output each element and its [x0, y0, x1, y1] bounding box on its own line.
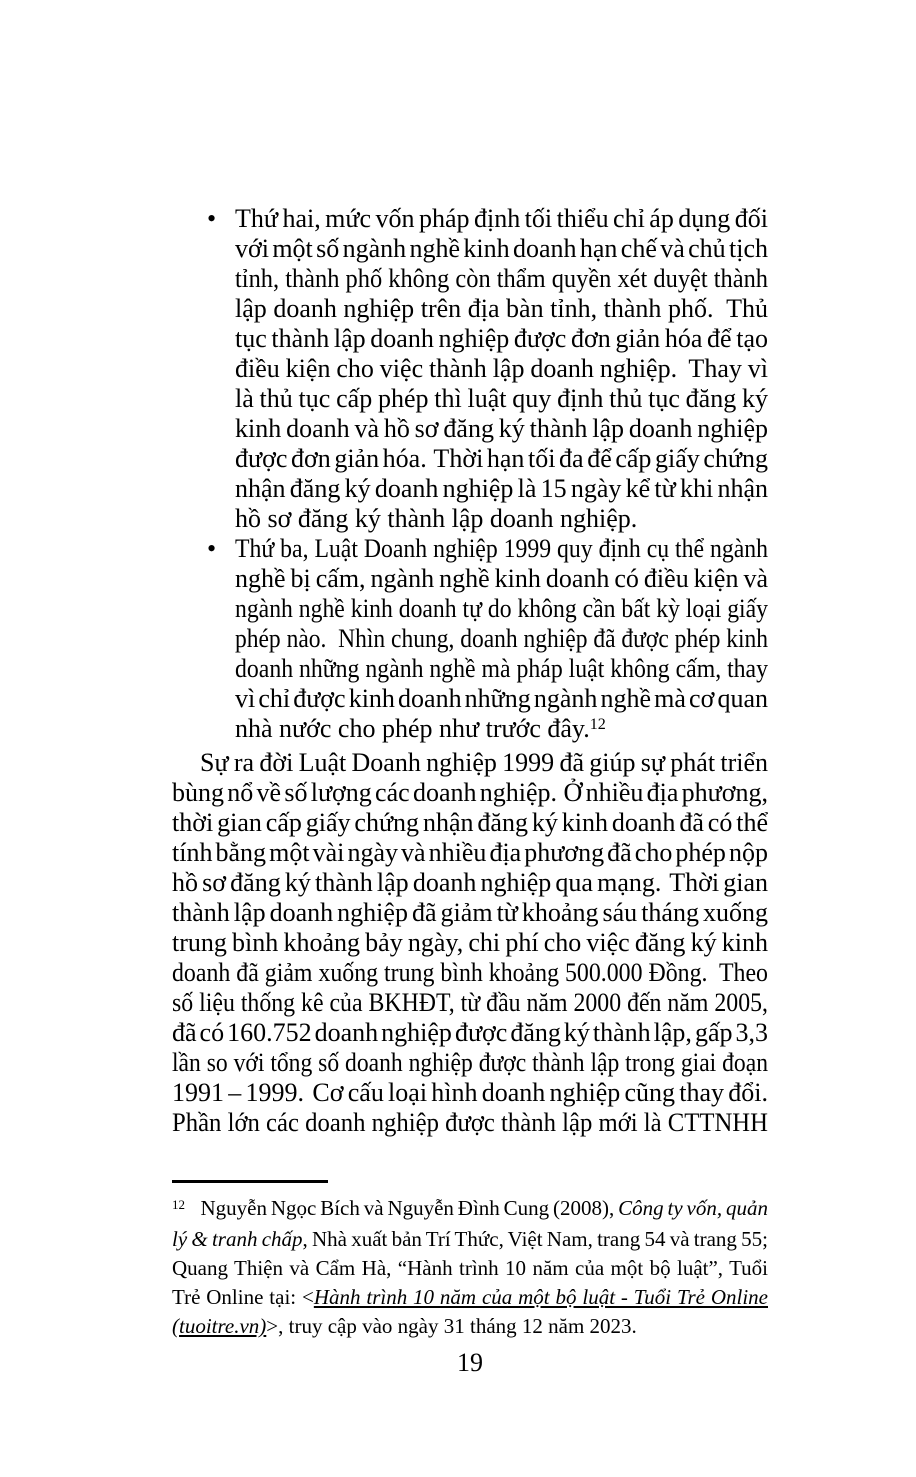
- text-line: [235, 714, 768, 748]
- text-segment: được đơn giản hóa. Thời hạn tối đa để cấp giấy chứng: [235, 444, 768, 473]
- footnote-ref: 12: [589, 715, 606, 733]
- text-segment: thời gian cấp giấy chứng nhận đăng ký kinh doanh đã có thể: [172, 808, 768, 837]
- bullet-icon: •: [207, 534, 217, 563]
- text-line: [235, 684, 768, 714]
- text-segment: là thủ tục cấp phép thì luật quy định thủ tục đăng ký: [235, 384, 768, 413]
- text-line: [235, 624, 768, 654]
- footnote-ref: 12: [172, 1196, 186, 1212]
- text-line: [235, 294, 768, 324]
- text-line-content: [235, 654, 768, 684]
- text-segment: doanh đã giảm xuống trung bình khoảng 500.000 Đồng. Theo: [172, 958, 768, 987]
- text-line-content: [235, 384, 768, 413]
- text-segment: hồ sơ đăng ký thành lập doanh nghiệp.: [235, 504, 638, 533]
- text-segment: với một số ngành nghề kinh doanh hạn chế và chủ tịch: [235, 234, 768, 263]
- text-line-content: [235, 624, 768, 654]
- text-segment: số liệu thống kê của BKHĐT, từ đầu năm 2000 đến năm 2005,: [172, 988, 768, 1017]
- text-line: [172, 1048, 768, 1078]
- text-line-content: [172, 1285, 768, 1309]
- text-line-content: [172, 1196, 768, 1220]
- text-segment: lập doanh nghiệp trên địa bàn tỉnh, thành phố. Thủ: [235, 294, 768, 323]
- text-segment: hồ sơ đăng ký thành lập doanh nghiệp qua mạng. Thời gian: [172, 868, 768, 897]
- text-segment: điều kiện cho việc thành lập doanh nghiệp. Thay vì: [235, 354, 768, 383]
- text-segment: Nguyễn Ngọc Bích và Nguyễn Đình Cung (2008),: [185, 1196, 619, 1220]
- text-line: [172, 748, 768, 778]
- text-line: [172, 1194, 768, 1225]
- text-line-content: [172, 1048, 768, 1078]
- text-line: [172, 1254, 768, 1283]
- text-segment: bùng nổ về số lượng các doanh nghiệp. Ở nhiều địa phương,: [172, 778, 768, 807]
- text-line-content: [235, 234, 768, 263]
- text-line: [172, 868, 768, 898]
- text-line: [172, 838, 768, 868]
- text-segment: phép nào. Nhìn chung, doanh nghiệp đã được phép kinh: [235, 624, 768, 653]
- text-line-content: [235, 594, 768, 624]
- text-line-content: [172, 1108, 768, 1138]
- footnote-link[interactable]: Hành trình 10 năm của một bộ luật - Tuổi Trẻ Online: [313, 1285, 768, 1309]
- text-line-content: [172, 898, 768, 927]
- bullet-list: [172, 204, 768, 748]
- main-paragraph: [172, 748, 768, 1138]
- text-segment: >, truy cập vào ngày 31 tháng 12 năm 2023.: [266, 1314, 637, 1338]
- text-line-content: [172, 778, 768, 807]
- text-line: [235, 474, 768, 504]
- bullet-text: [235, 534, 768, 748]
- bullet-item-thu-hai: [172, 204, 768, 534]
- text-line-content: [235, 204, 768, 233]
- bullet-item-thu-ba: [172, 534, 768, 748]
- text-segment: , Nhà xuất bản Trí Thức, Việt Nam, trang 54 và trang 55;: [302, 1227, 768, 1251]
- text-line-content: [235, 414, 768, 443]
- text-line: [235, 534, 768, 564]
- text-segment: Quang Thiện và Cẩm Hà, “Hành trình 10 năm của một bộ luật”, Tuổi: [172, 1256, 768, 1280]
- text-segment: trung bình khoảng bảy ngày, chi phí cho việc đăng ký kinh: [172, 928, 768, 957]
- text-segment: Phần lớn các doanh nghiệp được thành lập mới là CTTNHH: [172, 1108, 768, 1137]
- text-segment: vì chỉ được kinh doanh những ngành nghề mà cơ quan: [235, 684, 768, 713]
- text-segment: tính bằng một vài ngày và nhiều địa phương đã cho phép nộp: [172, 838, 768, 867]
- text-segment: Thứ ba, Luật Doanh nghiệp 1999 quy định cụ thể ngành: [235, 534, 768, 563]
- footnote: [172, 1194, 768, 1341]
- text-segment: nghề bị cấm, ngành nghề kinh doanh có điều kiện và: [235, 564, 768, 593]
- text-segment: Thứ hai, mức vốn pháp định tối thiểu chỉ áp dụng đối: [235, 204, 768, 233]
- text-line-content: [235, 264, 768, 294]
- text-segment: tỉnh, thành phố không còn thẩm quyền xét duyệt thành: [235, 264, 768, 293]
- text-line: [235, 654, 768, 684]
- text-line-content: [172, 838, 768, 867]
- page-number: 19: [457, 1348, 483, 1377]
- italic-text: Công ty vốn, quản: [618, 1196, 769, 1220]
- text-segment: nhận đăng ký doanh nghiệp là 15 ngày kể từ khi nhận: [235, 474, 768, 503]
- text-line: [235, 204, 768, 234]
- text-segment: ngành nghề kinh doanh tự do không cần bất kỳ loại giấy: [235, 594, 768, 623]
- text-segment: lần so với tổng số doanh nghiệp được thành lập trong giai đoạn: [172, 1048, 768, 1077]
- text-line-content: [172, 1078, 768, 1107]
- text-line-content: [172, 868, 768, 897]
- text-line: [172, 808, 768, 838]
- text-line-content: [172, 928, 768, 957]
- text-line-content: [235, 534, 768, 564]
- text-line-content: [172, 808, 768, 837]
- text-line: [235, 324, 768, 354]
- footnote-separator: [172, 1180, 328, 1183]
- text-line: [172, 1225, 768, 1254]
- text-segment: tục thành lập doanh nghiệp được đơn giản hóa để tạo: [235, 324, 768, 353]
- text-line-content: [200, 748, 768, 777]
- text-line: [172, 1283, 768, 1312]
- text-line: [235, 564, 768, 594]
- text-line-content: [172, 1314, 637, 1338]
- text-line-content: [235, 294, 768, 323]
- bullet-text: [235, 204, 768, 534]
- text-line-content: [235, 444, 768, 473]
- bullet-icon: •: [207, 204, 217, 233]
- text-line: [235, 594, 768, 624]
- text-line: [172, 1312, 768, 1341]
- text-line: [235, 264, 768, 294]
- text-line: [172, 958, 768, 988]
- text-line: [235, 504, 768, 534]
- text-line: [172, 1078, 768, 1108]
- text-line: [235, 234, 768, 264]
- text-segment: doanh những ngành nghề mà pháp luật không cấm, thay: [235, 654, 768, 683]
- text-segment: kinh doanh và hồ sơ đăng ký thành lập doanh nghiệp: [235, 414, 768, 443]
- text-segment: đã có 160.752 doanh nghiệp được đăng ký thành lập, gấp 3,3: [172, 1018, 768, 1047]
- text-line-content: [235, 564, 768, 593]
- text-line-content: [235, 714, 606, 743]
- text-line-content: [172, 988, 768, 1018]
- text-line: [172, 778, 768, 808]
- text-line: [235, 444, 768, 474]
- italic-text: lý & tranh chấp: [172, 1227, 303, 1251]
- text-line-content: [235, 504, 637, 533]
- text-line-content: [172, 1256, 768, 1280]
- text-line: [172, 988, 768, 1018]
- text-line-content: [235, 474, 768, 503]
- document-content: [172, 204, 768, 1341]
- text-line: [172, 1108, 768, 1138]
- text-line-content: [235, 354, 768, 383]
- text-line: [235, 354, 768, 384]
- text-segment: 1991 – 1999. Cơ cấu loại hình doanh nghiệp cũng thay đổi.: [172, 1078, 768, 1107]
- text-segment: Trẻ Online tại: <: [172, 1285, 314, 1309]
- text-segment: thành lập doanh nghiệp đã giảm từ khoảng sáu tháng xuống: [172, 898, 768, 927]
- text-line: [172, 928, 768, 958]
- text-line-content: [172, 1018, 768, 1047]
- text-line-content: [172, 1227, 768, 1251]
- text-line-content: [172, 958, 768, 988]
- footnote-link[interactable]: (tuoitre.vn): [172, 1314, 267, 1338]
- text-segment: Sự ra đời Luật Doanh nghiệp 1999 đã giúp sự phát triển: [200, 748, 768, 777]
- text-line: [172, 898, 768, 928]
- text-line: [235, 414, 768, 444]
- text-line-content: [235, 684, 768, 713]
- text-line-content: [235, 324, 768, 353]
- text-line: [235, 384, 768, 414]
- text-line: [172, 1018, 768, 1048]
- text-segment: nhà nước cho phép như trước đây.: [235, 714, 590, 743]
